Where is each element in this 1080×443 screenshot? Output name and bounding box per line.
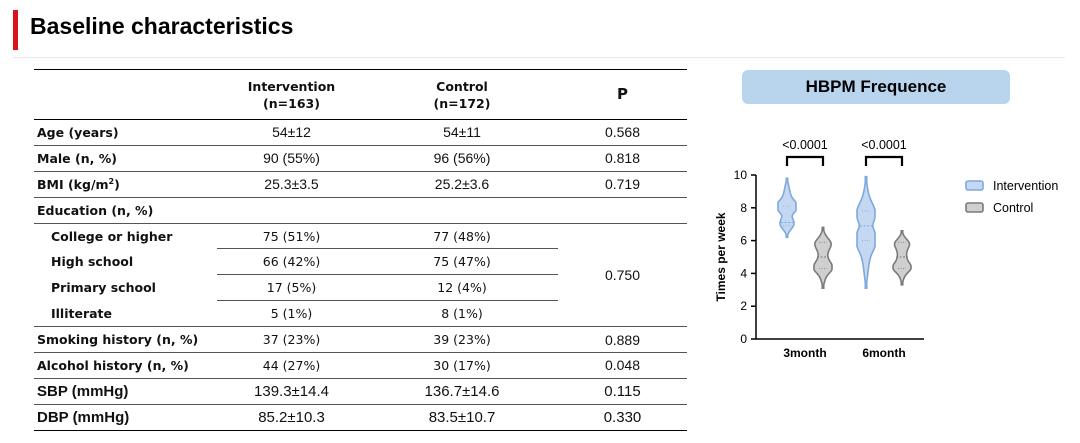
p-value-annotation: <0.0001 xyxy=(782,138,828,152)
control-value: 30 (17%) xyxy=(366,353,558,379)
row-label: College or higher xyxy=(51,228,173,244)
header-p: P xyxy=(558,70,687,120)
y-ticks xyxy=(734,168,756,346)
row-label: DBP (mmHg) xyxy=(34,404,217,430)
intervention-value: 25.3±3.5 xyxy=(217,171,366,197)
violin-control-6month xyxy=(893,231,911,285)
control-value: 39 (23%) xyxy=(366,327,558,353)
row-label: Male (n, %) xyxy=(34,145,217,171)
p-value: 0.719 xyxy=(558,171,687,197)
y-tick-label: 2 xyxy=(740,299,747,314)
table-row-alcohol xyxy=(34,353,687,379)
row-label: Illiterate xyxy=(34,301,217,327)
control-value: 77 (48%) xyxy=(366,223,558,249)
control-value: 25.2±3.6 xyxy=(366,171,558,197)
intervention-value: 75 (51%) xyxy=(217,223,366,249)
control-value: 83.5±10.7 xyxy=(366,404,558,430)
x-category-label: 3month xyxy=(783,346,827,360)
row-label: High school xyxy=(51,254,134,270)
y-axis-label: Times per week xyxy=(714,212,728,302)
control-value: 136.7±14.6 xyxy=(366,378,558,404)
intervention-value: 17 (5%) xyxy=(217,275,366,301)
significance-bracket xyxy=(866,157,902,166)
y-tick-label: 8 xyxy=(740,200,747,215)
row-label: Smoking history (n, %) xyxy=(34,327,217,353)
violins xyxy=(778,177,911,289)
control-value: 54±11 xyxy=(366,120,558,146)
header-control xyxy=(366,70,558,120)
row-label: Alcohol history (n, %) xyxy=(34,353,217,379)
y-tick-label: 6 xyxy=(740,233,747,248)
row-label: SBP (mmHg) xyxy=(34,378,217,404)
bmi-label-suffix: ) xyxy=(114,176,120,192)
row-label xyxy=(34,171,217,197)
intervention-value: 90 (55%) xyxy=(217,145,366,171)
table-row-age xyxy=(34,120,687,146)
legend-label-control: Control xyxy=(993,201,1034,215)
table-row-college xyxy=(34,223,687,249)
control-value: 12 (4%) xyxy=(366,275,558,301)
intervention-value: 85.2±10.3 xyxy=(217,404,366,430)
header-control-label: Control xyxy=(436,78,488,94)
x-category-label: 6month xyxy=(862,346,906,360)
intervention-value: 54±12 xyxy=(217,120,366,146)
violin-control-3month xyxy=(814,227,832,288)
significance-bracket xyxy=(787,157,823,166)
p-value: 0.048 xyxy=(558,353,687,379)
intervention-value: 5 (1%) xyxy=(217,301,366,327)
row-label: Age (years) xyxy=(34,120,217,146)
intervention-value: 44 (27%) xyxy=(217,353,366,379)
y-tick-label: 4 xyxy=(740,266,747,281)
chart-title: HBPM Frequence xyxy=(742,70,1010,104)
header-empty-cell xyxy=(34,70,217,120)
violin-intervention-6month xyxy=(857,177,875,289)
table-row-sbp xyxy=(34,378,687,404)
table-row-education xyxy=(34,197,687,223)
legend-label-intervention: Intervention xyxy=(993,179,1059,193)
header-intervention-n: (n=163) xyxy=(263,95,320,111)
p-value-annotation: <0.0001 xyxy=(861,138,907,152)
intervention-value xyxy=(217,197,366,223)
title-accent-bar xyxy=(13,10,18,50)
row-label: Education (n, %) xyxy=(34,197,217,223)
violin-intervention-3month xyxy=(778,178,796,237)
table-row-male xyxy=(34,145,687,171)
header-control-n: (n=172) xyxy=(433,95,491,111)
significance-brackets xyxy=(782,138,907,166)
table-row-bmi xyxy=(34,171,687,197)
bmi-label-text: BMI (kg/m xyxy=(37,176,109,192)
p-value: 0.568 xyxy=(558,120,687,146)
legend-swatch-control xyxy=(966,203,983,212)
table-row-smoking xyxy=(34,327,687,353)
intervention-value: 37 (23%) xyxy=(217,327,366,353)
intervention-value: 66 (42%) xyxy=(217,249,366,275)
y-tick-label: 0 xyxy=(740,332,747,346)
p-value: 0.818 xyxy=(558,145,687,171)
table-row-dbp xyxy=(34,404,687,430)
header-intervention xyxy=(217,70,366,120)
page-title: Baseline characteristics xyxy=(30,13,294,39)
control-value: 8 (1%) xyxy=(366,301,558,327)
title-divider xyxy=(13,57,1065,58)
bmi-label-superscript: 2 xyxy=(108,176,115,186)
legend-swatch-intervention xyxy=(966,181,983,190)
p-value: 0.115 xyxy=(558,378,687,404)
table-header-row xyxy=(34,70,687,120)
p-value xyxy=(558,197,687,223)
p-value: 0.889 xyxy=(558,327,687,353)
p-value-education: 0.750 xyxy=(558,223,687,327)
control-value: 96 (56%) xyxy=(366,145,558,171)
legend xyxy=(966,179,1058,215)
control-value: 75 (47%) xyxy=(366,249,558,275)
p-value: 0.330 xyxy=(558,404,687,430)
header-intervention-label: Intervention xyxy=(247,78,336,94)
intervention-value: 139.3±14.4 xyxy=(217,378,366,404)
baseline-table xyxy=(34,69,687,431)
y-tick-label: 10 xyxy=(733,168,747,182)
violin-chart xyxy=(700,120,1070,370)
row-label: Primary school xyxy=(51,280,156,296)
control-value xyxy=(366,197,558,223)
x-categories xyxy=(783,346,905,360)
